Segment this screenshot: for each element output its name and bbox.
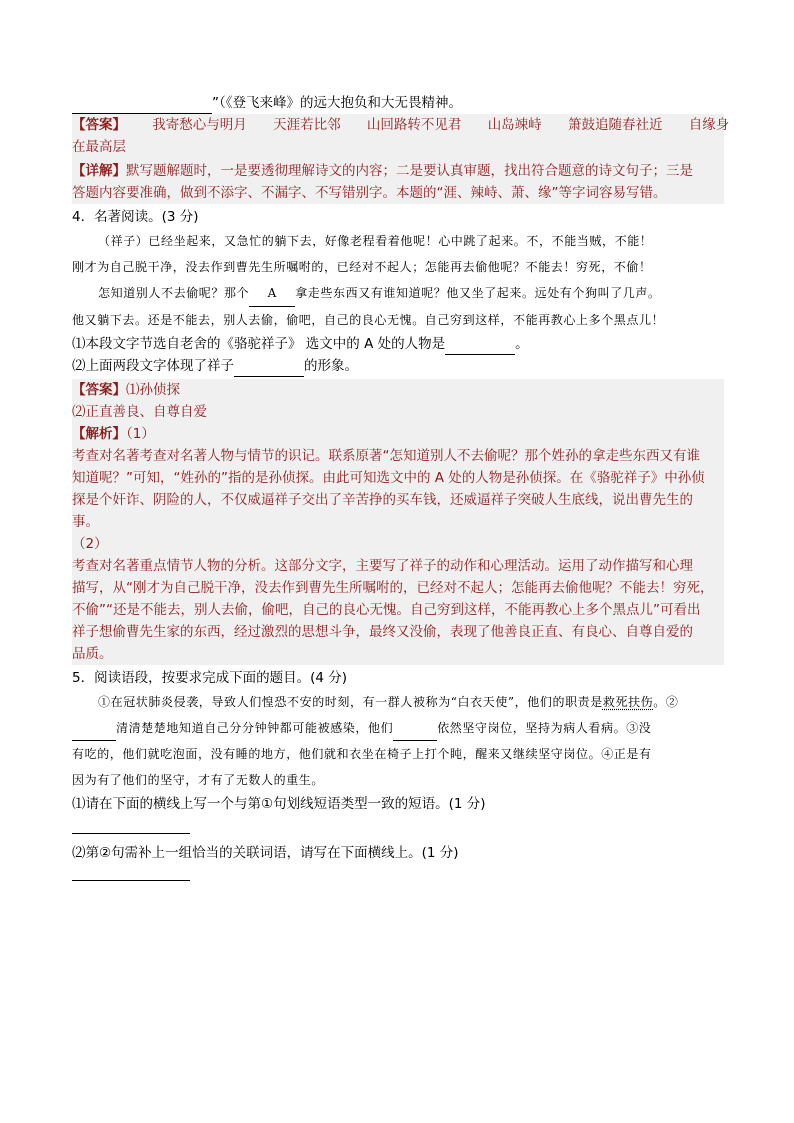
- q4-passage: （祥子）已经坐起来，又急忙的躺下去，好像老程看着他呢！心中跳了起来。不，不能当贼，不能！: [98, 234, 653, 248]
- sub-text: 的形象。: [304, 358, 358, 374]
- q3-explain-1: [72, 160, 724, 182]
- analysis-text: 考查对名著考查对名著人物与情节的识记。联系原著“怎知道别人不去偷呢？那个姓孙的拿走些东西又有谁: [72, 448, 700, 464]
- analysis-text: 事。: [72, 514, 99, 530]
- answer-blank: [72, 880, 190, 881]
- q3-tail: [72, 92, 724, 114]
- q4-passage: 刚才为自己脱干净，没去作到曹先生所嘱咐的，已经对不起人；怎能再去偷他呢？不能去！穷死，不偷！: [72, 260, 652, 274]
- q4-sub1: [72, 333, 724, 355]
- q4-passage: [72, 280, 724, 307]
- analysis-text: 描写，从“刚才为自己脱干净，没去作到曹先生所嘱咐的，已经对不起人；怎能再去偷他呢？不能去！穷死，: [72, 580, 714, 596]
- analysis-mark: （1）: [126, 426, 155, 442]
- analysis-text: 知道呢？”可知，“姓孙的”指的是孙侦探。由此可知选文中的 A 处的人物是孙侦探。在《骆驼祥子》中孙侦: [72, 470, 705, 486]
- passage-text: ①在冠状肺炎侵袭，导致人们惶恐不安的时刻，有一群人被称为“白衣天使”，他们的职责是: [98, 695, 603, 709]
- q5-sub1: ⑴请在下面的横线上写一个与第①句划线短语类型一致的短语。(1 分): [72, 796, 486, 812]
- analysis-mark: （2）: [72, 536, 108, 552]
- q5-passage: [72, 715, 724, 741]
- passage-text: 依然坚守岗位，坚持为病人看病。③没: [437, 721, 652, 735]
- analysis-text: 不偷”“还是不能去，别人去偷，偷吧，自己的良心无愧。自己穷到这样，不能再教心上多个黑点儿”可看出: [72, 602, 701, 618]
- answer-blank: [72, 97, 212, 114]
- sub-text: ⑵上面两段文字体现了祥子: [72, 358, 234, 374]
- sub-text: 。: [515, 336, 529, 352]
- analysis-label: 【解析】: [72, 426, 126, 442]
- q4-title: 4．名著阅读。(3 分): [72, 209, 199, 225]
- answer-item: 我寄愁心与明月: [152, 117, 247, 133]
- answer-item: 山岛竦峙: [487, 117, 542, 133]
- q5-passage: 有吃的，他们就吃泡面，没有睡的地方，他们就和衣坐在椅子上打个盹，醒来又继续坚守岗位。④正是有: [72, 747, 652, 761]
- answer-blank: [445, 338, 515, 355]
- passage-text: 拿走些东西又有谁知道呢？他又坐了起来。远处有个狗叫了几声。: [295, 286, 661, 300]
- answer-cont: 在最高层: [72, 139, 126, 155]
- blank-a: A: [249, 280, 295, 307]
- answer-blank: [234, 360, 304, 377]
- answer-item: 天涯若比邻: [273, 117, 341, 133]
- underlined-phrase: 救死扶伤: [602, 695, 654, 709]
- passage-text: 怎知道别人不去偷呢？那个: [98, 286, 250, 300]
- answer-blank: [393, 724, 437, 741]
- answer-item: 自缘身: [688, 117, 730, 133]
- detail-label: 【详解】: [72, 163, 126, 179]
- answer-label: 【答案】: [72, 117, 126, 133]
- q4-answer-line: [72, 379, 724, 401]
- q5-passage: [72, 689, 724, 715]
- q5-sub2: ⑵第②句需补上一组恰当的关联词语，请写在下面横线上。(1 分): [72, 845, 459, 861]
- detail-text: 默写题解题时，一是要透彻理解诗文的内容；二是要认真审题，找出符合题意的诗文句子；三是: [126, 163, 693, 179]
- q4-analysis-head: [72, 423, 724, 445]
- q4-passage: 他又躺下去。还是不能去，别人去偷，偷吧，自己的良心无愧。自己穷到这样，不能再教心上多个黑点儿！: [72, 313, 665, 327]
- q3-tail-text: ”（《登飞来峰》的远大抱负和大无畏精神。: [212, 95, 462, 111]
- passage-text: 清清楚楚地知道自己分分钟钟都可能被感染，他们: [116, 721, 394, 735]
- q5-passage: 因为有了他们的坚守，才有了无数人的重生。: [72, 773, 325, 787]
- document-page: [72, 92, 730, 881]
- q5-title: 5．阅读语段，按要求完成下面的题目。(4 分): [72, 670, 348, 686]
- passage-text: 。②: [653, 695, 679, 709]
- analysis-text: 考查对名著重点情节人物的分析。这部分文字，主要写了祥子的动作和心理活动。运用了动作描写和心理: [72, 558, 693, 574]
- analysis-text: 品质。: [72, 646, 113, 662]
- answer-item: 箫鼓追随春社近: [567, 117, 663, 133]
- answer-item: 山回路转不见君: [366, 117, 462, 133]
- answer-label: 【答案】: [72, 382, 126, 398]
- answer-item: ⑵正直善良、自尊自爱: [72, 404, 207, 420]
- sub-text: ⑴本段文字节选自老舍的《骆驼祥子》 选文中的 A 处的人物是: [72, 336, 446, 352]
- q3-answer-box: [72, 114, 730, 204]
- answer-blank: [72, 724, 116, 741]
- analysis-text: 探是个奸诈、阴险的人，不仅威逼祥子交出了辛苦挣的买车钱，还威逼祥子突破人生底线，说出曹先生的: [72, 492, 693, 508]
- answer-blank: [72, 833, 190, 834]
- answer-item: ⑴孙侦探: [126, 382, 180, 398]
- q4-sub2: [72, 355, 724, 377]
- detail-text: 答题内容要准确，做到不添字、不漏字、不写错别字。本题的“涯、辣峙、萧、缘”等字词容易写错。: [72, 185, 667, 201]
- q3-answer-line: [72, 114, 730, 136]
- q4-answer-box: [72, 379, 724, 665]
- analysis-text: 祥子想偷曹先生家的东西，经过激烈的思想斗争，最终又没偷，表现了他善良正直、有良心、自尊自爱的: [72, 624, 693, 640]
